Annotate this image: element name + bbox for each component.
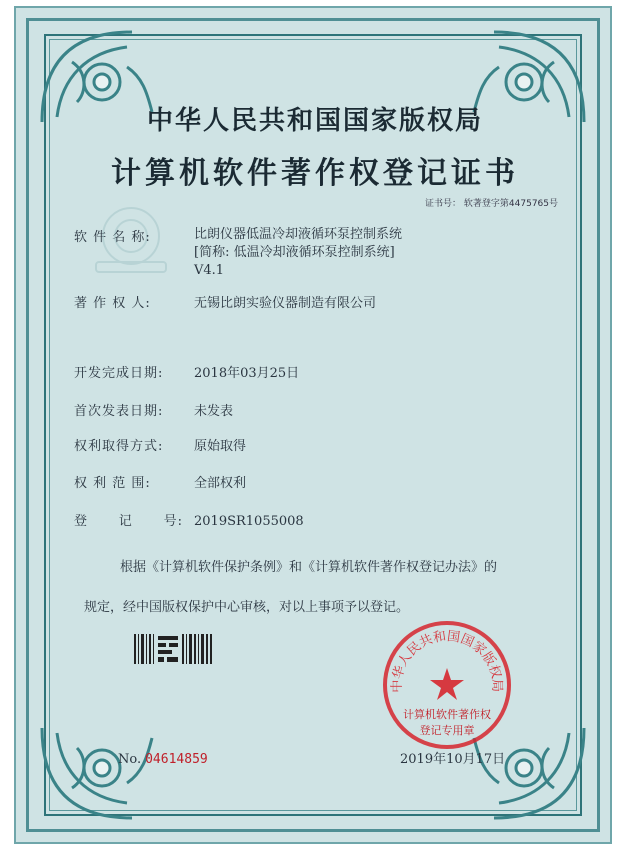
pub-date-row bbox=[74, 400, 233, 419]
serial-number bbox=[118, 752, 208, 767]
seal-ring-text: 中华人民共和国国家版权局 bbox=[389, 629, 505, 693]
body-paragraph-line1: 根据《计算机软件保护条例》和《计算机软件著作权登记办法》的 bbox=[120, 560, 498, 575]
dev-date-row bbox=[74, 362, 299, 381]
software-name-line2: [简称: 低温冷却液循环泵控制系统] bbox=[194, 245, 395, 260]
body-paragraph-line2: 规定，经中国版权保护中心审核，对以上事项予以登记。 bbox=[84, 600, 410, 615]
seal-inner-line2: 登记专用章 bbox=[419, 724, 475, 737]
reg-no-label: 登 记 号: bbox=[74, 514, 183, 529]
official-seal bbox=[380, 618, 514, 752]
reg-no-row bbox=[74, 510, 304, 529]
software-name-label: 软 件 名 称: bbox=[74, 230, 151, 245]
certificate-number: 证书号： 软著登字第4475765号 bbox=[425, 199, 558, 209]
certificate-title: 计算机软件著作权登记证书 bbox=[111, 156, 519, 191]
owner-value: 无锡比朗实验仪器制造有限公司 bbox=[194, 296, 377, 311]
issuer-heading: 中华人民共和国国家版权局 bbox=[146, 106, 483, 136]
owner-label: 著 作 权 人: bbox=[74, 296, 151, 311]
owner-row bbox=[74, 292, 376, 311]
scope-value: 全部权利 bbox=[194, 476, 247, 491]
pub-date-value: 未发表 bbox=[194, 404, 234, 419]
serial-label: No. bbox=[118, 752, 142, 767]
scope-label: 权 利 范 围: bbox=[74, 476, 151, 491]
software-name-row bbox=[74, 226, 402, 280]
dev-date-label: 开发完成日期: bbox=[74, 366, 164, 381]
software-name-value bbox=[194, 226, 402, 280]
serial-number-value: 04614859 bbox=[145, 752, 208, 767]
software-version: V4.1 bbox=[194, 263, 225, 278]
ornament-bottom-left bbox=[32, 718, 172, 828]
pub-date-label: 首次发表日期: bbox=[74, 404, 164, 419]
barcode bbox=[134, 634, 212, 664]
issue-date: 2019年10月17日 bbox=[400, 752, 506, 767]
acquire-label: 权利取得方式: bbox=[74, 439, 164, 454]
seal-star-icon bbox=[430, 668, 464, 700]
dev-date-value: 2018年03月25日 bbox=[194, 366, 300, 381]
acquire-value: 原始取得 bbox=[194, 439, 247, 454]
software-name-line1: 比朗仪器低温冷却液循环泵控制系统 bbox=[194, 227, 403, 242]
scope-row bbox=[74, 472, 246, 491]
reg-no-value: 2019SR1055008 bbox=[194, 514, 304, 529]
acquire-row bbox=[74, 435, 246, 454]
seal-inner-line1: 计算机软件著作权 bbox=[403, 708, 491, 721]
